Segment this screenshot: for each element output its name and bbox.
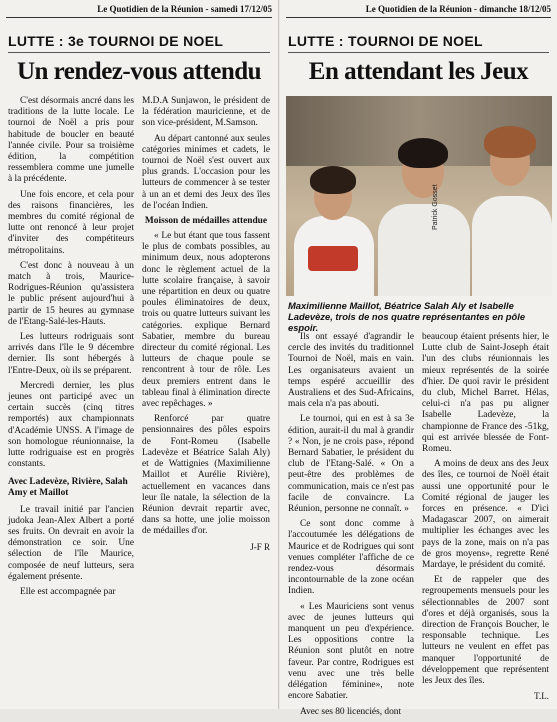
person-center bbox=[378, 204, 470, 296]
paragraph: Le travail initié par l'ancien judoka Jean-Alex Albert a porté ses fruits. On devrait en avoir la démonstration ce soir. Une sélection de l'île Maurice, composée de neuf lutteurs, sera également présente. bbox=[8, 504, 134, 582]
section-title: LUTTE : 3e TOURNOI DE NOEL bbox=[8, 33, 224, 49]
paragraph: Renforcé par quatre pensionnaires des pôles espoirs de Font-Romeu (Isabelle Ladevèze et Béatrice Salah Aly) et de Wattignies (Maximilienne Maillot et Aurélie Rivière), actuellement en vacances dans leur île natale, la sélection de la Réunion devrait repartir avec, dans sa hotte, une jolie moisson de médailles d'or. bbox=[142, 414, 270, 537]
shirt-emblem bbox=[308, 246, 358, 271]
person-right bbox=[472, 196, 552, 296]
paragraph: Les lutteurs rodriguais sont arrivés dans l'île le 9 décembre dernier. Ils sont hébergés à l'Entre-Deux, où ils se préparent. bbox=[8, 332, 134, 376]
article-headline: Un rendez-vous attendu bbox=[16, 58, 262, 85]
hair bbox=[484, 126, 536, 158]
paragraph: Et de rappeler que des regroupements mensuels pour les sélectionnables de 2007 sont d'ores et déjà organisés, sous la direction de François Boucher, le responsable technique. Les lutteurs ne veulent en effet pas manquer l'opportunité de développement que représentent les Jeux des îles. bbox=[422, 575, 549, 687]
section-title: LUTTE : TOURNOI DE NOEL bbox=[288, 33, 483, 49]
running-header: Le Quotidien de la Réunion - samedi 17/12/05 bbox=[97, 4, 272, 14]
paragraph: A moins de deux ans des Jeux des îles, ce tournoi de Noël était aussi une opportunité pour le Comité régional de jauger les forces en présence. « D'ici Madagascar 2007, on aimerait multiplier les échanges avec les pays de la zone, mais on n'a pas de gros moyens», regrette René Mardaye, le président du comité. bbox=[422, 459, 549, 571]
article-column-2 bbox=[422, 332, 549, 703]
paragraph: Ce sont donc comme à l'accoutumée les délégations de Maurice et de Rodrigues qui sont venues compléter l'affiche de ce rendez-vous désormais incontournable de la zone océan Indien. bbox=[288, 519, 414, 597]
article-column-2 bbox=[142, 96, 270, 553]
paragraph: Mercredi dernier, les plus jeunes ont participé avec un certain succès (cinq titres remportés) aux championnats d'Académie UNSS. A l'image de son homologue réunionnaise, la lutte rodriguaise est en progrès constants. bbox=[8, 380, 134, 470]
hair bbox=[398, 138, 448, 168]
hair bbox=[310, 166, 356, 194]
photo-credit: Patrick Gosset bbox=[432, 184, 439, 230]
paragraph: « Le but étant que tous fassent le plus de combats possibles, au minimum deux, nous adopterons donc le règlement actuel de la lutte scolaire française, à savoir une répartition en deux ou quatre poules éliminatoires de deux, trois ou quatre lutteurs suivant les catégories. explique Bernard Sabatier, membre du bureau directeur du comité régional. Les lutteurs de chaque poule se rencontrent à tour de rôle. Les deux premiers entrent dans le tableau final à élimination directe avec repêchages. » bbox=[142, 231, 270, 410]
paragraph: Elle est accompagnée par bbox=[20, 586, 116, 597]
subheading: Avec Ladevèze, Rivière, Salah Amy et Maillot bbox=[8, 476, 128, 498]
article-column-1 bbox=[288, 332, 414, 722]
paragraph: Au départ cantonné aux seules catégories minimes et cadets, le tournoi de Noël s'est ouvert aux plus grands. L'occasion pour les lutteurs de commencer à se tester à un an et demi des Jeux des îles de l'océan Indien. bbox=[142, 133, 270, 211]
header-rule bbox=[286, 17, 551, 18]
section-rule bbox=[8, 52, 270, 53]
article-headline: En attendant les Jeux bbox=[308, 58, 529, 85]
article-photo bbox=[286, 96, 552, 296]
paragraph: M.D.A Sunjawon, le président de la fédération mauricienne, et de son vice-président, M.Samson. bbox=[142, 96, 270, 129]
paragraph: beaucoup étaient présents hier, le Lutte club de Saint-Joseph était l'un des clubs réunionnais les mieux représentés de la soirée d'hier. De quoi ravir le président du club, Michel Barret. Hélas, celui-ci n'a pas pu aligner Isabelle Ladevèze, la championne de France des -51kg, qui est arrivée blessée de Font-Romeu. bbox=[422, 332, 549, 455]
section-rule bbox=[288, 52, 549, 53]
paragraph: Ils ont essayé d'agrandir le cercle des invités du traditionnel Tournoi de Noël, mais en vain. Les organisateurs avaient un temps espéré accueillir des Australiens et des Sud-Africains, mais cela n'a pas abouti. bbox=[288, 332, 414, 410]
paragraph: Le tournoi, qui en est à sa 3e édition, aurait-il du mal à grandir ? « Non, je ne crois pas», répond Bernard Sabatier, le président du club de l'Etang-Salé. « On a peut-être des problèmes de communication, mais ce n'est pas facile de convaincre. La Réunion, personne ne connaît. » bbox=[288, 414, 414, 515]
author-signature: J-F R bbox=[250, 541, 270, 552]
author-signature: T.L. bbox=[534, 691, 549, 702]
clipping-right bbox=[280, 0, 557, 717]
paragraph: Une fois encore, et cela pour des raisons financières, les membres du comité régional de lutte ont renoncé à leur projet d'inviter des compétiteurs métropolitains. bbox=[8, 189, 134, 256]
article-column-1 bbox=[8, 96, 134, 602]
photo-caption: Maximilienne Maillot, Béatrice Salah Aly et Isabelle Ladevèze, trois de nos quatre représentantes en pôle espoir. bbox=[288, 300, 526, 333]
paragraph: Avec ses 80 licenciés, dont bbox=[300, 706, 402, 717]
paragraph: C'est désormais ancré dans les traditions de la lutte locale. Le tournoi de Noël a pris pour habitude de boucler en beauté l'année civile. Pour sa troisième édition, la compétition ressemblera comme une jumelle à la précédente. bbox=[8, 96, 134, 185]
subheading: Moisson de médailles attendue bbox=[144, 216, 268, 227]
clipping-left bbox=[0, 0, 279, 709]
header-rule bbox=[6, 17, 272, 18]
running-header: Le Quotidien de la Réunion - dimanche 18/12/05 bbox=[365, 4, 551, 14]
paragraph: « Les Mauriciens sont venus avec de jeunes lutteurs qui manquent un peu d'expérience. Les oppositions contre la Réunion sont plutôt en notre faveur. Par contre, Rodrigues est venu avec une très belle délégation féminine», note encore Sabatier. bbox=[288, 601, 414, 702]
paragraph: C'est donc à nouveau à un match à trois, Maurice-Rodrigues-Réunion qu'assistera le public présent aujourd'hui à partir de 15 heures au gymnase de l'Etang-Salé-les-Hauts. bbox=[8, 260, 134, 327]
